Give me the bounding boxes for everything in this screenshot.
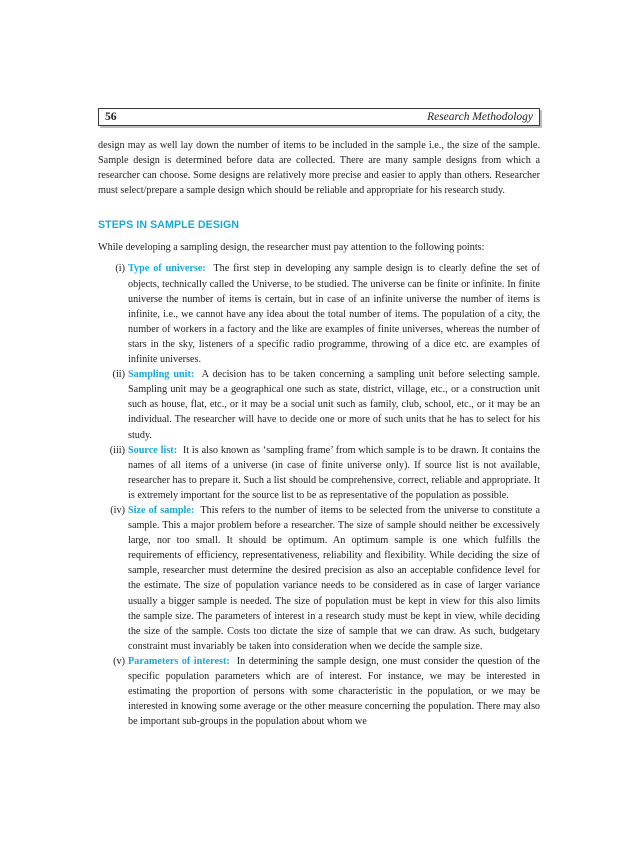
- step-text: A decision has to be taken concerning a sampling unit before selecting sample. Sampling unit may be a geographical one such as state, district, village, etc., or a construction unit such as house, flat, etc., or it may be a social unit such as family, club, school, etc., or it may be an individual. The researcher will have to decide one or more of such units that he has to select for his study.: [128, 369, 540, 441]
- page-number: 56: [105, 111, 117, 123]
- section-heading: STEPS IN SAMPLE DESIGN: [98, 219, 240, 232]
- step-term: Parameters of interest:: [128, 655, 230, 667]
- step-number: (iii): [109, 444, 125, 456]
- step-text: The first step in developing any sample design is to clearly define the set of objects, technically called the Universe, to be studied. The universe can be finite or infinite. In finite universe the number of items is certain, but in case of an infinite universe the number of items is infinite, i.e., we cannot have any idea about the total number of items. The population of a city, the number of workers in a factory and the like are examples of finite universes, whereas the number of stars in the sky, listeners of a specific radio programme, throwing of a dice etc. are examples of infinite universes.: [128, 263, 540, 366]
- step-term: Type of universe:: [128, 263, 206, 275]
- step-term: Sampling unit:: [128, 369, 195, 381]
- step-term: Size of sample:: [128, 504, 195, 516]
- step-number: (ii): [112, 369, 125, 381]
- step-number: (v): [113, 655, 125, 667]
- step-text: This refers to the number of items to be selected from the universe to constitute a sample. This a major problem before a researcher. The size of sample should neither be excessively large, nor too small. It should be optimum. An optimum sample is one which fulfills the requirements of efficiency, representativeness, reliability and flexibility. While deciding the size of sample, researcher must determine the desired precision as also an acceptable confidence level for the estimate. The size of population variance needs to be considered as in case of larger variance usually a bigger sample is needed. The size of population must be kept in view for this also limits the sample size. The parameters of interest in a research study must be kept in view, while deciding the size of the sample. Costs too dictate the size of sample that we can draw. As such, budgetary constraint must invariably be taken into consideration when we decide the sample size.: [128, 504, 540, 652]
- steps-list: [98, 261, 540, 729]
- step-item-size-of-sample: [110, 503, 540, 654]
- lead-paragraph: While developing a sampling design, the researcher must pay attention to the following points:: [98, 242, 485, 254]
- step-number: (iv): [110, 504, 125, 516]
- step-item-type-of-universe: [115, 261, 540, 367]
- step-item-source-list: [109, 443, 541, 503]
- book-title: Research Methodology: [427, 111, 533, 123]
- step-text: In determining the sample design, one must consider the question of the specific population parameters which are of interest. For instance, we may be interested in estimating the proportion of persons with some characteristic in the population, or we may be interested in knowing some average or the other measure concerning the population. There may also be important sub-groups in the population about whom we: [128, 655, 540, 728]
- running-header: [98, 108, 540, 126]
- step-text: It is also known as ‘sampling frame’ from which sample is to be drawn. It contains the names of all items of a universe (in case of finite universe only). If source list is not available, researcher has to prepare it. Such a list should be comprehensive, correct, reliable and appropriate. It is extremely important for the source list to be as representative of the population as possible.: [128, 444, 541, 501]
- step-item-sampling-unit: [112, 367, 540, 442]
- step-number: (i): [115, 263, 125, 275]
- step-term: Source list:: [128, 444, 178, 456]
- step-item-parameters-of-interest: [113, 654, 540, 729]
- intro-paragraph: design may as well lay down the number of items to be included in the sample i.e., the size of the sample. Sample design is determined before data are collected. There are many sample designs from which a researcher can choose. Some designs are relatively more precise and easier to apply than others. Researcher must select/prepare a sample design which should be reliable and appropriate for his research study.: [98, 140, 540, 197]
- document-page: [98, 108, 540, 729]
